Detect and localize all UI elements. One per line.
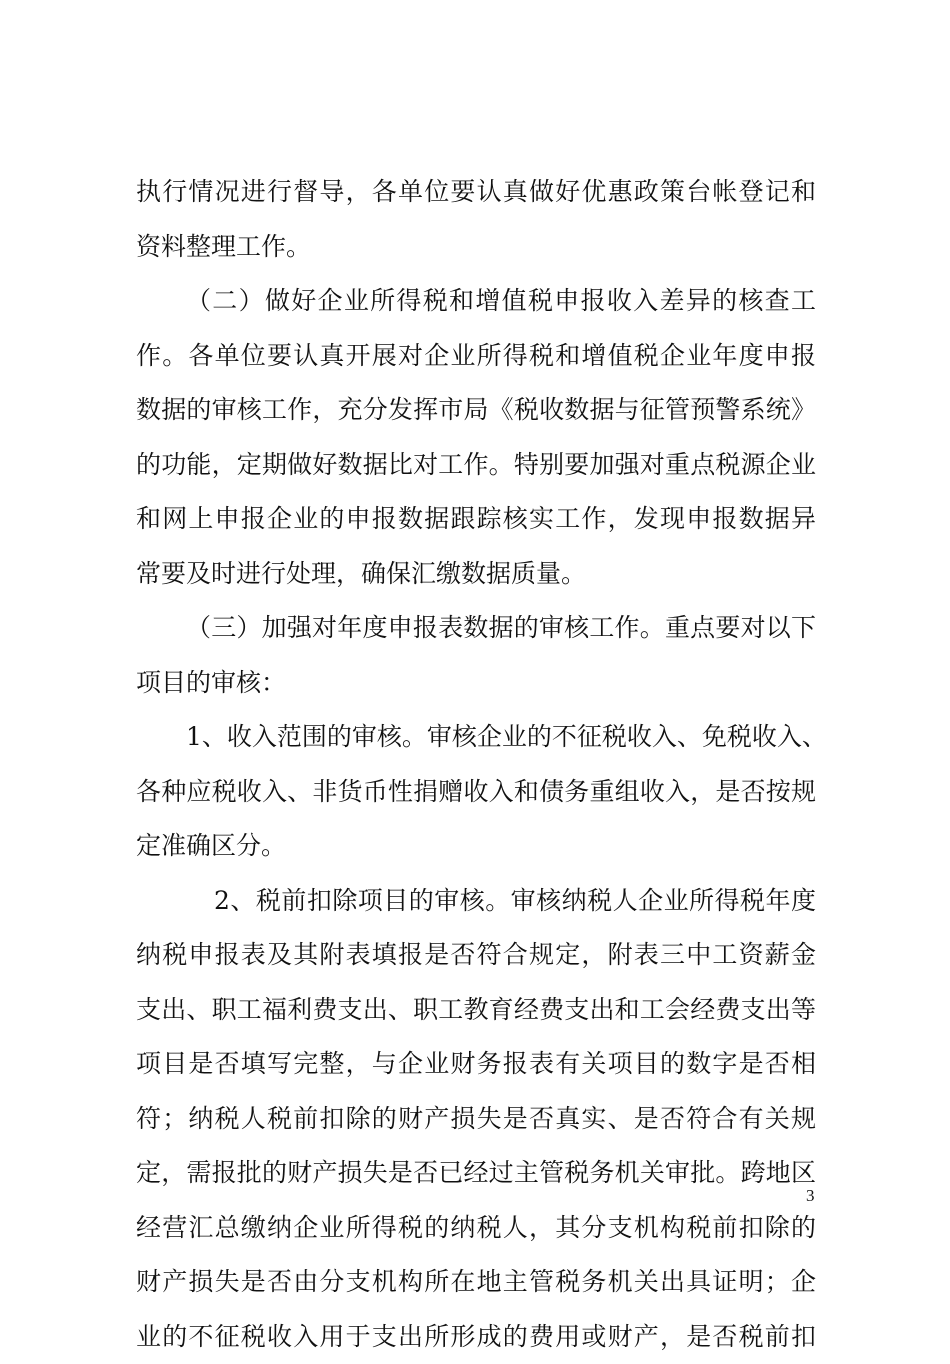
- text-line: 作。各单位要认真开展对企业所得税和增值税企业年度申报: [136, 329, 816, 384]
- text-line: 符；纳税人税前扣除的财产损失是否真实、是否符合有关规: [136, 1092, 816, 1147]
- text-line: 项目是否填写完整，与企业财务报表有关项目的数字是否相: [136, 1037, 816, 1092]
- text-line: 经营汇总缴纳企业所得税的纳税人，其分支机构税前扣除的: [136, 1201, 816, 1256]
- text-line: 的功能，定期做好数据比对工作。特别要加强对重点税源企业: [136, 438, 816, 493]
- text-line: 支出、职工福利费支出、职工教育经费支出和工会经费支出等: [136, 983, 816, 1038]
- list-item-2: 2、税前扣除项目的审核。审核纳税人企业所得税年度: [136, 874, 816, 929]
- text-line: 和网上申报企业的申报数据跟踪核实工作，发现申报数据异: [136, 492, 816, 547]
- text-line: 数据的审核工作，充分发挥市局《税收数据与征管预警系统》: [136, 383, 816, 438]
- page-number: 3: [806, 1186, 815, 1206]
- text-line: 定，需报批的财产损失是否已经过主管税务机关审批。跨地区: [136, 1146, 816, 1201]
- text-line: 财产损失是否由分支机构所在地主管税务机关出具证明；企: [136, 1255, 816, 1310]
- section-heading-3: （三）加强对年度申报表数据的审核工作。重点要对以下: [136, 601, 816, 656]
- list-item-1: 1、收入范围的审核。审核企业的不征税收入、免税收入、: [136, 710, 816, 765]
- text-line: 常要及时进行处理，确保汇缴数据质量。: [136, 547, 816, 602]
- text-line: 执行情况进行督导，各单位要认真做好优惠政策台帐登记和: [136, 165, 816, 220]
- text-line: 纳税申报表及其附表填报是否符合规定，附表三中工资薪金: [136, 928, 816, 983]
- text-line: 项目的审核：: [136, 656, 816, 711]
- text-line: 定准确区分。: [136, 819, 816, 874]
- body-text: [136, 165, 816, 1364]
- text-line: 业的不征税收入用于支出所形成的费用或财产，是否税前扣: [136, 1310, 816, 1364]
- text-line: 各种应税收入、非货币性捐赠收入和债务重组收入，是否按规: [136, 765, 816, 820]
- text-line: 资料整理工作。: [136, 220, 816, 275]
- section-heading-2: （二）做好企业所得税和增值税申报收入差异的核查工: [136, 274, 816, 329]
